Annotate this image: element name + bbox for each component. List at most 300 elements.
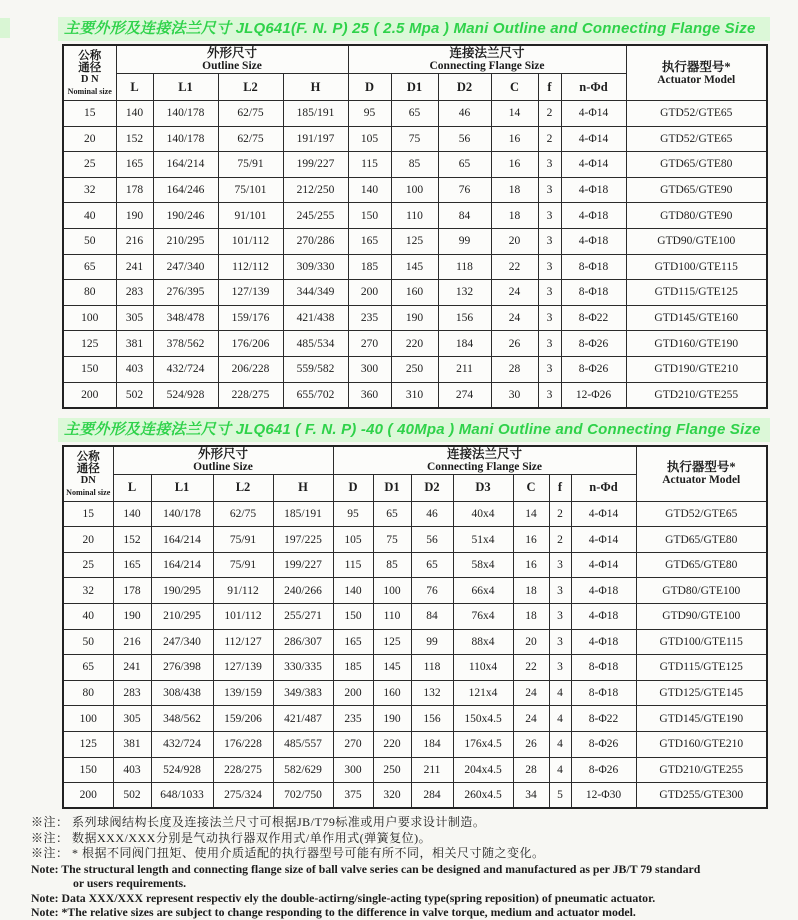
table-cell: 132 — [438, 280, 491, 306]
table-cell: 216 — [113, 629, 151, 655]
table-cell: 8-Φ18 — [561, 280, 626, 306]
dn-code: DN — [80, 474, 96, 486]
table-cell: 150 — [348, 203, 391, 229]
table-cell: 140/178 — [153, 101, 218, 127]
table-cell: 502 — [116, 382, 153, 408]
table-cell: 4-Φ18 — [571, 578, 636, 604]
table-cell: 582/629 — [273, 757, 333, 783]
table-cell: 200 — [63, 783, 113, 809]
table-row — [63, 604, 767, 630]
table-cell: 3 — [549, 629, 571, 655]
table-cell: 99 — [411, 629, 453, 655]
table-cell: 283 — [113, 680, 151, 706]
table-cell: 240/266 — [273, 578, 333, 604]
table-row — [63, 177, 767, 203]
table-cell: 105 — [348, 126, 391, 152]
table-cell: 165 — [333, 629, 373, 655]
table-cell: 216 — [116, 228, 153, 254]
table-row — [63, 629, 767, 655]
actuator-en: Actuator Model — [657, 73, 736, 86]
table-cell: 206/228 — [218, 356, 283, 382]
table-cell: GTD80/GTE90 — [626, 203, 767, 229]
table-cell: 100 — [391, 177, 438, 203]
col-header-d: D — [333, 474, 373, 501]
note-line: ※注： 系列球阀结构长度及连接法兰尺寸可根据JB/T79标准或用户要求设计制造。 — [31, 815, 486, 830]
table-cell: 50 — [63, 629, 113, 655]
table-cell: 255/271 — [273, 604, 333, 630]
table-cell: 159/206 — [213, 706, 273, 732]
table-cell: 80 — [63, 280, 116, 306]
table-cell: 40x4 — [453, 501, 513, 527]
table-cell: 4-Φ14 — [571, 527, 636, 553]
table-cell: 247/340 — [151, 629, 213, 655]
table-cell: 125 — [373, 629, 411, 655]
table-cell: 115 — [333, 552, 373, 578]
table-cell: 378/562 — [153, 331, 218, 357]
flange-zh: 连接法兰尺寸 — [446, 446, 522, 461]
table-cell: 4 — [549, 680, 571, 706]
col-header-n-φd: n-Φd — [561, 74, 626, 101]
table-cell: 185/191 — [273, 501, 333, 527]
table-cell: 3 — [549, 552, 571, 578]
table-cell: 524/928 — [151, 757, 213, 783]
table-cell: 212/250 — [283, 177, 348, 203]
table-cell: 190/246 — [153, 203, 218, 229]
table-cell: 100 — [373, 578, 411, 604]
table-cell: 75 — [373, 527, 411, 553]
table-cell: 190 — [116, 203, 153, 229]
note-line: Note: *The relative sizes are subject to change responding to the difference in valve torque, medium and actuator model. — [31, 905, 636, 920]
table-cell: 15 — [63, 501, 113, 527]
table-cell: GTD90/GTE100 — [636, 604, 767, 630]
table-cell: 284 — [411, 783, 453, 809]
table-cell: GTD160/GTE190 — [626, 331, 767, 357]
table-cell: 3 — [549, 604, 571, 630]
table-cell: 16 — [513, 552, 549, 578]
table-cell: 485/557 — [273, 731, 333, 757]
table-cell: 270 — [333, 731, 373, 757]
table2-wrap — [62, 445, 798, 810]
table-cell: 274 — [438, 382, 491, 408]
table-cell: 127/139 — [213, 655, 273, 681]
outline-size-header — [113, 446, 333, 475]
table-cell: 110 — [391, 203, 438, 229]
table-cell: 210/295 — [151, 604, 213, 630]
note-line: ※注： * 根据不同阀门扭矩、使用介质适配的执行器型号可能有所不同，相关尺寸随之变化。 — [31, 846, 545, 861]
table-cell: 375 — [333, 783, 373, 809]
col-header-l2: L2 — [213, 474, 273, 501]
table-cell: 26 — [491, 331, 538, 357]
table-cell: 702/750 — [273, 783, 333, 809]
table-cell: 4-Φ18 — [561, 177, 626, 203]
table-cell: 65 — [373, 501, 411, 527]
table-cell: 305 — [116, 305, 153, 331]
dn-zh2: 通径 — [76, 462, 100, 475]
table-cell: 190/295 — [151, 578, 213, 604]
table-cell: 421/487 — [273, 706, 333, 732]
col-header-f: f — [549, 474, 571, 501]
table-cell: 235 — [348, 305, 391, 331]
actuator-model-header — [636, 446, 767, 502]
table-cell: 8-Φ22 — [561, 305, 626, 331]
table-cell: 204x4.5 — [453, 757, 513, 783]
table-cell: 4-Φ18 — [571, 629, 636, 655]
table-row — [63, 680, 767, 706]
table-cell: 3 — [549, 655, 571, 681]
table-cell: 20 — [63, 126, 116, 152]
table-cell: 3 — [538, 356, 561, 382]
table-cell: 22 — [513, 655, 549, 681]
table-cell: 165 — [116, 152, 153, 178]
table-cell: 286/307 — [273, 629, 333, 655]
table-cell: 185/191 — [283, 101, 348, 127]
table-cell: 305 — [113, 706, 151, 732]
table-row — [63, 655, 767, 681]
table-cell: GTD100/GTE115 — [636, 629, 767, 655]
table-cell: GTD210/GTE255 — [636, 757, 767, 783]
col-header-n-φd: n-Φd — [571, 474, 636, 501]
table-cell: 28 — [491, 356, 538, 382]
table-cell: 62/75 — [218, 101, 283, 127]
table2-title: 主要外形及连接法兰尺寸 JLQ641 ( F. N. P) -40 ( 40Mpa ) Mani Outline and Connecting Flange Size — [58, 418, 770, 442]
table-cell: 176x4.5 — [453, 731, 513, 757]
table-cell: 24 — [491, 280, 538, 306]
table-cell: GTD52/GTE65 — [636, 501, 767, 527]
flange-zh: 连接法兰尺寸 — [449, 46, 525, 60]
table-cell: 403 — [116, 356, 153, 382]
table-cell: 159/176 — [218, 305, 283, 331]
table-cell: 16 — [491, 126, 538, 152]
table-cell: 46 — [411, 501, 453, 527]
table-cell: 24 — [513, 680, 549, 706]
table-cell: 184 — [411, 731, 453, 757]
table-cell: 3 — [538, 382, 561, 408]
table-cell: GTD52/GTE65 — [626, 126, 767, 152]
table-cell: 165 — [113, 552, 151, 578]
outline-flange-table-25mpa — [62, 44, 768, 409]
table-cell: 210/295 — [153, 228, 218, 254]
table-cell: 3 — [538, 280, 561, 306]
table-cell: 421/438 — [283, 305, 348, 331]
table-cell: 32 — [63, 177, 116, 203]
outline-size-header — [116, 45, 348, 74]
table-cell: 648/1033 — [151, 783, 213, 809]
table-cell: 34 — [513, 783, 549, 809]
table-row — [63, 356, 767, 382]
table-cell: GTD65/GTE80 — [636, 527, 767, 553]
table-cell: 132 — [411, 680, 453, 706]
table-cell: 112/127 — [213, 629, 273, 655]
col-header-d2: D2 — [438, 74, 491, 101]
dn-column-header — [63, 446, 113, 502]
table-cell: 65 — [391, 101, 438, 127]
col-header-d2: D2 — [411, 474, 453, 501]
table-cell: 320 — [373, 783, 411, 809]
table-cell: 211 — [411, 757, 453, 783]
table-cell: 76 — [411, 578, 453, 604]
table-cell: 91/112 — [213, 578, 273, 604]
table-cell: 276/395 — [153, 280, 218, 306]
table-cell: 4-Φ14 — [561, 126, 626, 152]
table-cell: 4 — [549, 757, 571, 783]
table-cell: 559/582 — [283, 356, 348, 382]
table-cell: 502 — [113, 783, 151, 809]
table-cell: 26 — [513, 731, 549, 757]
table-cell: 300 — [333, 757, 373, 783]
table-cell: 28 — [513, 757, 549, 783]
table-cell: 95 — [348, 101, 391, 127]
table-cell: 152 — [113, 527, 151, 553]
table-cell: 185 — [348, 254, 391, 280]
table-row — [63, 101, 767, 127]
table-cell: 125 — [63, 731, 113, 757]
col-header-c: C — [491, 74, 538, 101]
table-cell: GTD65/GTE80 — [636, 552, 767, 578]
table-cell: 164/214 — [153, 152, 218, 178]
table-cell: 310 — [391, 382, 438, 408]
table-cell: 199/227 — [283, 152, 348, 178]
table-cell: 75/91 — [213, 552, 273, 578]
table-cell: 197/225 — [273, 527, 333, 553]
table-cell: GTD80/GTE100 — [636, 578, 767, 604]
table-cell: 58x4 — [453, 552, 513, 578]
table-cell: 260x4.5 — [453, 783, 513, 809]
col-header-l: L — [116, 74, 153, 101]
table1-wrap — [62, 44, 798, 409]
table-row — [63, 757, 767, 783]
table-cell: 228/275 — [213, 757, 273, 783]
outline-zh: 外形尺寸 — [206, 46, 257, 60]
table-cell: 283 — [116, 280, 153, 306]
outline-en: Outline Size — [193, 460, 253, 473]
table-cell: 185 — [333, 655, 373, 681]
table-cell: 235 — [333, 706, 373, 732]
table-cell: 360 — [348, 382, 391, 408]
table-row — [63, 731, 767, 757]
dn-zh1: 公称 — [76, 450, 100, 463]
table1-title: 主要外形及连接法兰尺寸 JLQ641(F. N. P) 25 ( 2.5 Mpa ) Mani Outline and Connecting Flange Size — [58, 17, 770, 41]
table-cell: 100 — [63, 706, 113, 732]
table-row — [63, 254, 767, 280]
table-cell: 176/206 — [218, 331, 283, 357]
table-cell: 76 — [438, 177, 491, 203]
dn-code: D N — [80, 74, 99, 85]
table-cell: 330/335 — [273, 655, 333, 681]
table-cell: 4-Φ14 — [571, 552, 636, 578]
table-cell: 3 — [538, 228, 561, 254]
table-cell: 65 — [438, 152, 491, 178]
table-cell: 118 — [411, 655, 453, 681]
table-row — [63, 228, 767, 254]
table-cell: 156 — [438, 305, 491, 331]
actuator-zh: 执行器型号* — [666, 460, 736, 475]
col-header-d: D — [348, 74, 391, 101]
table-cell: 140 — [348, 177, 391, 203]
table-cell: 349/383 — [273, 680, 333, 706]
table-cell: 75/91 — [213, 527, 273, 553]
table-cell: 16 — [491, 152, 538, 178]
table-cell: 139/159 — [213, 680, 273, 706]
actuator-model-header — [626, 45, 767, 101]
table-cell: 18 — [513, 578, 549, 604]
table-cell: 2 — [538, 101, 561, 127]
col-header-l: L — [113, 474, 151, 501]
table-cell: 2 — [538, 126, 561, 152]
table-cell: 152 — [116, 126, 153, 152]
table-cell: 66x4 — [453, 578, 513, 604]
table-cell: GTD190/GTE210 — [626, 356, 767, 382]
table-cell: 247/340 — [153, 254, 218, 280]
table-cell: 275/324 — [213, 783, 273, 809]
table-row — [63, 203, 767, 229]
table-cell: 110 — [373, 604, 411, 630]
table-cell: 125 — [391, 228, 438, 254]
table-cell: 18 — [491, 177, 538, 203]
table-cell: 140/178 — [151, 501, 213, 527]
table-cell: 165 — [348, 228, 391, 254]
table-cell: 4-Φ14 — [571, 501, 636, 527]
table-cell: 178 — [116, 177, 153, 203]
table-cell: 8-Φ22 — [571, 706, 636, 732]
flange-en: Connecting Flange Size — [427, 460, 542, 473]
table-cell: 190 — [113, 604, 151, 630]
outline-en: Outline Size — [202, 60, 262, 72]
table-cell: 4-Φ14 — [561, 152, 626, 178]
col-header-l1: L1 — [151, 474, 213, 501]
table-cell: 88x4 — [453, 629, 513, 655]
table-cell: 50 — [63, 228, 116, 254]
table-cell: GTD115/GTE125 — [636, 655, 767, 681]
note-line: Note: Data XXX/XXX represent respectiv ely the double-actirng/single-acting type(spring reposition) of pneumatic actuator. — [31, 890, 656, 905]
table-cell: 56 — [411, 527, 453, 553]
table-row — [63, 527, 767, 553]
table-cell: GTD65/GTE80 — [626, 152, 767, 178]
scan-edge-artifact — [0, 18, 10, 38]
table-cell: 140 — [333, 578, 373, 604]
table-cell: 12-Φ26 — [561, 382, 626, 408]
table-cell: 176/228 — [213, 731, 273, 757]
table-cell: 3 — [549, 578, 571, 604]
table-cell: 432/724 — [153, 356, 218, 382]
table-cell: 245/255 — [283, 203, 348, 229]
table-row — [63, 501, 767, 527]
table-cell: 8-Φ26 — [571, 757, 636, 783]
table-cell: 121x4 — [453, 680, 513, 706]
table-cell: 75/91 — [218, 152, 283, 178]
table-cell: 65 — [63, 254, 116, 280]
table-cell: 25 — [63, 552, 113, 578]
table-row — [63, 305, 767, 331]
table-cell: 75/101 — [218, 177, 283, 203]
table-cell: 211 — [438, 356, 491, 382]
table-cell: 344/349 — [283, 280, 348, 306]
table-cell: GTD100/GTE115 — [626, 254, 767, 280]
col-header-f: f — [538, 74, 561, 101]
table-cell: 200 — [348, 280, 391, 306]
table-row — [63, 152, 767, 178]
table-cell: 276/398 — [151, 655, 213, 681]
table-cell: 85 — [373, 552, 411, 578]
table-cell: 655/702 — [283, 382, 348, 408]
table-cell: 4-Φ18 — [571, 604, 636, 630]
table-row — [63, 280, 767, 306]
col-header-l1: L1 — [153, 74, 218, 101]
table-cell: 14 — [513, 501, 549, 527]
table-cell: 150x4.5 — [453, 706, 513, 732]
table-cell: 15 — [63, 101, 116, 127]
col-header-d1: D1 — [373, 474, 411, 501]
table-cell: 200 — [63, 382, 116, 408]
table-cell: 8-Φ26 — [561, 356, 626, 382]
table-row — [63, 382, 767, 408]
table-cell: 20 — [63, 527, 113, 553]
table-cell: 403 — [113, 757, 151, 783]
table-cell: 228/275 — [218, 382, 283, 408]
table-cell: 20 — [513, 629, 549, 655]
note-line: ※注： 数据XXX/XXX分别是气动执行器双作用式/单作用式(弹簧复位)。 — [31, 830, 432, 845]
table-cell: 112/112 — [218, 254, 283, 280]
table-cell: 125 — [63, 331, 116, 357]
table-cell: 140 — [113, 501, 151, 527]
note-line: or users requirements. — [73, 876, 187, 891]
table-row — [63, 126, 767, 152]
connecting-flange-header — [333, 446, 636, 475]
table-cell: 46 — [438, 101, 491, 127]
table-cell: 76x4 — [453, 604, 513, 630]
table-cell: 270/286 — [283, 228, 348, 254]
table-cell: 160 — [373, 680, 411, 706]
table-cell: 164/214 — [151, 552, 213, 578]
table-cell: GTD145/GTE190 — [636, 706, 767, 732]
table-cell: 4-Φ14 — [561, 101, 626, 127]
table-cell: 3 — [538, 177, 561, 203]
table-cell: 348/562 — [151, 706, 213, 732]
table-cell: 191/197 — [283, 126, 348, 152]
table-cell: 381 — [116, 331, 153, 357]
table-cell: 20 — [491, 228, 538, 254]
table-cell: 3 — [538, 331, 561, 357]
flange-en: Connecting Flange Size — [429, 60, 545, 72]
table-cell: 164/246 — [153, 177, 218, 203]
table-cell: GTD90/GTE100 — [626, 228, 767, 254]
table-cell: 51x4 — [453, 527, 513, 553]
table-cell: 4-Φ18 — [561, 203, 626, 229]
table-cell: 8-Φ18 — [571, 680, 636, 706]
table-cell: 24 — [513, 706, 549, 732]
dn-zh2: 通径 — [78, 62, 102, 74]
col-header-h: H — [273, 474, 333, 501]
table-cell: GTD160/GTE210 — [636, 731, 767, 757]
col-header-l2: L2 — [218, 74, 283, 101]
table-cell: 270 — [348, 331, 391, 357]
table-cell: 105 — [333, 527, 373, 553]
table-row — [63, 578, 767, 604]
table-cell: 84 — [438, 203, 491, 229]
dn-en: Nominal size — [66, 486, 111, 497]
table-cell: 250 — [391, 356, 438, 382]
table-cell: 127/139 — [218, 280, 283, 306]
table-row — [63, 706, 767, 732]
table-cell: 3 — [538, 203, 561, 229]
outline-flange-table-40mpa — [62, 445, 768, 810]
table-cell: 156 — [411, 706, 453, 732]
table-cell: 14 — [491, 101, 538, 127]
table-cell: 25 — [63, 152, 116, 178]
table-row — [63, 783, 767, 809]
outline-zh: 外形尺寸 — [197, 446, 248, 461]
table-cell: 12-Φ30 — [571, 783, 636, 809]
table-cell: 220 — [373, 731, 411, 757]
